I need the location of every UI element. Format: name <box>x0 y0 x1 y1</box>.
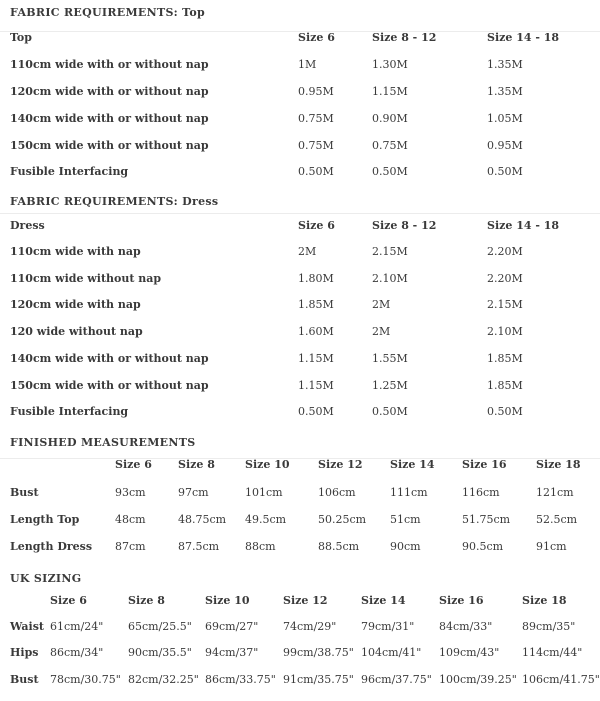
dress-column-header: Dress <box>10 219 45 232</box>
uk-table-cell: 79cm/31" <box>361 620 415 633</box>
uk-table-cell: 74cm/29" <box>283 620 337 633</box>
finished-table-cell: 121cm <box>536 486 574 499</box>
finished-table-cell: 90.5cm <box>462 540 504 553</box>
top-column-header: Size 6 <box>298 31 335 44</box>
uk-table-cell: 89cm/35" <box>522 620 576 633</box>
dress-table-cell: 1.85M <box>487 352 523 365</box>
dress-table-cell: 2.10M <box>487 325 523 338</box>
dress-table-cell: 2.15M <box>487 298 523 311</box>
finished-table-cell: 51.75cm <box>462 513 511 526</box>
uk-table-cell: 86cm/33.75" <box>205 673 276 686</box>
dress-table-cell: 2.20M <box>487 245 523 258</box>
uk-table-cell: 82cm/32.25" <box>128 673 199 686</box>
uk-column-header: Size 16 <box>439 594 484 607</box>
uk-table-cell: 78cm/30.75" <box>50 673 121 686</box>
finished-column-header: Size 16 <box>462 458 507 471</box>
top-table-cell: 0.50M <box>372 165 408 178</box>
uk-table-cell: 90cm/35.5" <box>128 646 192 659</box>
finished-row-label: Length Dress <box>10 540 93 553</box>
top-table-cell: 0.75M <box>298 139 334 152</box>
finished-table-cell: 90cm <box>390 540 421 553</box>
finished-table-cell: 116cm <box>462 486 500 499</box>
finished-row-label: Bust <box>10 486 39 499</box>
finished-column-header: Size 18 <box>536 458 581 471</box>
uk-column-header: Size 10 <box>205 594 250 607</box>
top-table-cell: 1M <box>298 58 317 71</box>
finished-column-header: Size 10 <box>245 458 290 471</box>
uk-row-label: Hips <box>10 646 39 659</box>
finished-section-heading: FINISHED MEASUREMENTS <box>10 436 196 449</box>
dress-section-heading: FABRIC REQUIREMENTS: Dress <box>10 195 219 208</box>
top-table-cell: 0.90M <box>372 112 408 125</box>
uk-section-heading: UK SIZING <box>10 572 82 585</box>
uk-table-cell: 65cm/25.5" <box>128 620 192 633</box>
top-row-label: 120cm wide with or without nap <box>10 85 209 98</box>
top-column-header: Size 8 - 12 <box>372 31 437 44</box>
finished-column-header: Size 6 <box>115 458 152 471</box>
dress-table-cell: 2.10M <box>372 272 408 285</box>
top-section-heading: FABRIC REQUIREMENTS: Top <box>10 6 206 19</box>
dress-row-label: 140cm wide with or without nap <box>10 352 209 365</box>
uk-row-label: Bust <box>10 673 39 686</box>
top-column-header: Top <box>10 31 32 44</box>
uk-table-cell: 99cm/38.75" <box>283 646 354 659</box>
top-table-cell: 1.35M <box>487 85 523 98</box>
uk-table-cell: 84cm/33" <box>439 620 493 633</box>
top-table-cell: 0.75M <box>372 139 408 152</box>
top-table-cell: 0.50M <box>487 165 523 178</box>
dress-row-label: 120 wide without nap <box>10 325 143 338</box>
finished-row-label: Length Top <box>10 513 80 526</box>
dress-row-label: 110cm wide with nap <box>10 245 141 258</box>
uk-table-cell: 109cm/43" <box>439 646 500 659</box>
finished-table-cell: 87.5cm <box>178 540 220 553</box>
finished-table-cell: 101cm <box>245 486 283 499</box>
uk-column-header: Size 12 <box>283 594 328 607</box>
dress-column-header: Size 6 <box>298 219 335 232</box>
dress-table-cell: 1.85M <box>298 298 334 311</box>
finished-table-cell: 87cm <box>115 540 146 553</box>
top-column-header: Size 14 - 18 <box>487 31 560 44</box>
dress-table-cell: 1.15M <box>298 379 334 392</box>
uk-table-cell: 94cm/37" <box>205 646 259 659</box>
top-row-label: 110cm wide with or without nap <box>10 58 209 71</box>
finished-table-cell: 88.5cm <box>318 540 360 553</box>
finished-table-cell: 49.5cm <box>245 513 287 526</box>
dress-row-label: 110cm wide without nap <box>10 272 162 285</box>
uk-column-header: Size 18 <box>522 594 567 607</box>
uk-column-header: Size 14 <box>361 594 406 607</box>
finished-table-cell: 88cm <box>245 540 276 553</box>
uk-table-cell: 91cm/35.75" <box>283 673 354 686</box>
dress-table-cell: 0.50M <box>298 405 334 418</box>
dress-row-label: 120cm wide with nap <box>10 298 141 311</box>
finished-column-header: Size 8 <box>178 458 215 471</box>
uk-column-header: Size 6 <box>50 594 87 607</box>
dress-column-header: Size 14 - 18 <box>487 219 560 232</box>
finished-column-header: Size 14 <box>390 458 435 471</box>
dress-table-cell: 1.15M <box>298 352 334 365</box>
uk-table-cell: 96cm/37.75" <box>361 673 432 686</box>
uk-table-cell: 61cm/24" <box>50 620 104 633</box>
finished-table-cell: 91cm <box>536 540 567 553</box>
dress-table-cell: 1.80M <box>298 272 334 285</box>
finished-table-cell: 111cm <box>390 486 428 499</box>
finished-table-cell: 51cm <box>390 513 421 526</box>
uk-table-cell: 69cm/27" <box>205 620 259 633</box>
top-row-label: Fusible Interfacing <box>10 165 129 178</box>
top-table-cell: 1.30M <box>372 58 408 71</box>
uk-table-cell: 86cm/34" <box>50 646 104 659</box>
dress-table-cell: 1.25M <box>372 379 408 392</box>
dress-row-label: Fusible Interfacing <box>10 405 129 418</box>
dress-table-cell: 2M <box>372 298 391 311</box>
uk-table-cell: 114cm/44" <box>522 646 583 659</box>
dress-table-cell: 1.85M <box>487 379 523 392</box>
top-table-cell: 1.05M <box>487 112 523 125</box>
uk-table-cell: 100cm/39.25" <box>439 673 517 686</box>
finished-table-cell: 97cm <box>178 486 209 499</box>
finished-table-cell: 50.25cm <box>318 513 367 526</box>
dress-column-header: Size 8 - 12 <box>372 219 437 232</box>
dress-table-cell: 2.20M <box>487 272 523 285</box>
dress-table-cell: 0.50M <box>487 405 523 418</box>
top-table-cell: 0.95M <box>487 139 523 152</box>
top-row-label: 140cm wide with or without nap <box>10 112 209 125</box>
dress-table-cell: 0.50M <box>372 405 408 418</box>
top-table-cell: 0.75M <box>298 112 334 125</box>
uk-table-cell: 104cm/41" <box>361 646 422 659</box>
finished-table-cell: 48cm <box>115 513 146 526</box>
dress-table-cell: 2M <box>372 325 391 338</box>
uk-row-label: Waist <box>10 620 44 633</box>
dress-table-cell: 1.55M <box>372 352 408 365</box>
dress-row-label: 150cm wide with or without nap <box>10 379 209 392</box>
finished-table-cell: 106cm <box>318 486 356 499</box>
top-table-cell: 1.35M <box>487 58 523 71</box>
uk-table-cell: 106cm/41.75" <box>522 673 600 686</box>
dress-table-cell: 2M <box>298 245 317 258</box>
finished-table-cell: 93cm <box>115 486 146 499</box>
top-table-cell: 1.15M <box>372 85 408 98</box>
dress-table-cell: 1.60M <box>298 325 334 338</box>
finished-table-cell: 48.75cm <box>178 513 227 526</box>
finished-column-header: Size 12 <box>318 458 363 471</box>
dress-table-cell: 2.15M <box>372 245 408 258</box>
uk-column-header: Size 8 <box>128 594 165 607</box>
top-table-cell: 0.95M <box>298 85 334 98</box>
top-row-label: 150cm wide with or without nap <box>10 139 209 152</box>
finished-table-cell: 52.5cm <box>536 513 578 526</box>
top-table-cell: 0.50M <box>298 165 334 178</box>
